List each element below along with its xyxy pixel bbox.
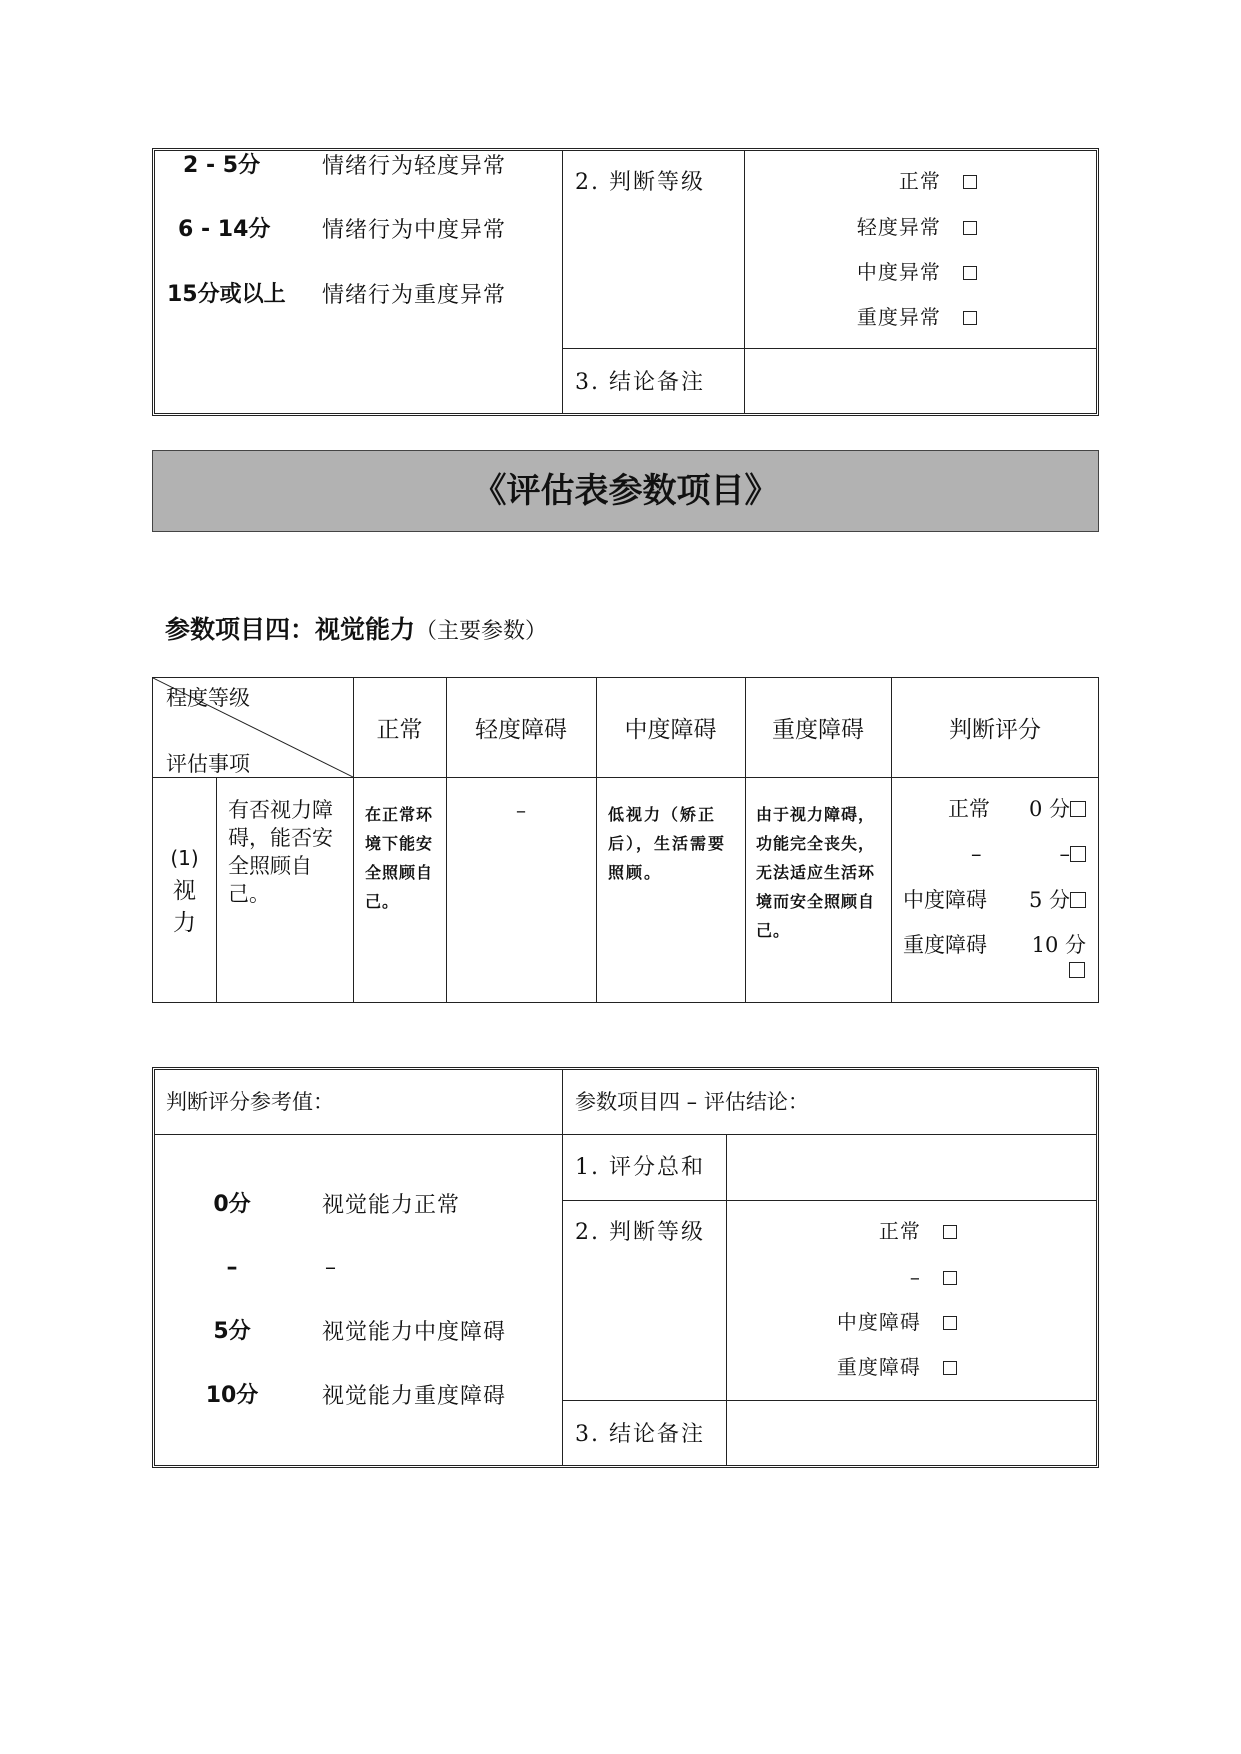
top-grade-option-normal[interactable]: 正常 — [899, 171, 977, 191]
top-score-1: 2 - 5分 — [183, 153, 261, 178]
ref-score-3: 10分 — [205, 1383, 259, 1408]
item-question: 有否视力障碍，能否安全照顾自己。 — [228, 798, 333, 906]
ref-desc-2: 视觉能力中度障碍 — [322, 1320, 507, 1345]
score-option-moderate[interactable]: 5 分 — [1029, 890, 1086, 911]
checkbox-icon[interactable] — [943, 1271, 957, 1285]
bottom-grade-label: 2. 判断等级 — [575, 1220, 705, 1245]
ref-score-1: – — [226, 1255, 238, 1280]
mild-description: – — [516, 798, 526, 822]
score-option-severe[interactable] — [1069, 962, 1085, 981]
checkbox-icon[interactable] — [963, 266, 977, 280]
header-score: 判断评分 — [949, 717, 1041, 743]
corner-top-label: 程度等级 — [166, 686, 250, 710]
checkbox-icon[interactable] — [963, 311, 977, 325]
top-grade-option-mild[interactable]: 轻度异常 — [857, 217, 977, 237]
bottom-grade-option-normal[interactable]: 正常 — [879, 1221, 957, 1241]
top-score-2: 6 - 14分 — [178, 217, 271, 242]
checkbox-icon[interactable] — [943, 1316, 957, 1330]
score-label-normal: 正常 — [948, 797, 990, 821]
header-severe: 重度障碍 — [772, 717, 864, 743]
checkbox-icon[interactable] — [1070, 846, 1086, 862]
ref-desc-0: 视觉能力正常 — [322, 1193, 461, 1218]
ref-desc-3: 视觉能力重度障碍 — [322, 1384, 507, 1409]
section-title — [165, 617, 547, 643]
bottom-grade-option-moderate[interactable]: 中度障碍 — [837, 1312, 957, 1332]
checkbox-icon[interactable] — [1069, 962, 1085, 978]
top-desc-2: 情绪行为中度异常 — [322, 218, 507, 243]
section-title-main: 参数项目四：视觉能力 — [165, 615, 416, 644]
section-title-sub: （主要参数） — [415, 619, 548, 644]
ref-desc-1: – — [325, 1255, 336, 1280]
header-moderate: 中度障碍 — [624, 717, 717, 743]
top-score-3: 15分或以上 — [167, 282, 286, 307]
score-option-mild[interactable]: – — [1060, 844, 1087, 865]
header-mild: 轻度障碍 — [475, 717, 567, 743]
checkbox-icon[interactable] — [943, 1361, 957, 1375]
score-value-severe: 10 分 — [1031, 933, 1086, 957]
bottom-grade-option-severe[interactable]: 重度障碍 — [837, 1357, 957, 1377]
item-name-2: 力 — [173, 910, 196, 936]
ref-score-2: 5分 — [213, 1319, 251, 1344]
bottom-remark-label: 3. 结论备注 — [575, 1422, 705, 1447]
score-option-normal[interactable]: 0 分 — [1029, 799, 1086, 820]
top-remark-label: 3. 结论备注 — [575, 370, 705, 395]
item-number: (1) — [170, 846, 199, 870]
top-grade-option-moderate[interactable]: 中度异常 — [857, 262, 977, 282]
severe-description: 由于视力障碍，功能完全丧失，无法适应生活环境而安全照顾自己。 — [756, 805, 876, 940]
ref-score-0: 0分 — [213, 1192, 251, 1217]
score-label-severe: 重度障碍 — [903, 933, 987, 957]
score-label-mild: – — [971, 842, 982, 866]
top-grade-label: 2. 判断等级 — [575, 170, 705, 195]
checkbox-icon[interactable] — [963, 221, 977, 235]
banner-title: 《评估表参数项目》 — [472, 471, 779, 511]
total-label: 1. 评分总和 — [575, 1155, 705, 1180]
item-name-1: 视 — [173, 878, 196, 904]
checkbox-icon[interactable] — [963, 175, 977, 189]
checkbox-icon[interactable] — [1070, 801, 1086, 817]
checkbox-icon[interactable] — [943, 1225, 957, 1239]
top-grade-option-severe[interactable]: 重度异常 — [857, 307, 977, 327]
top-desc-3: 情绪行为重度异常 — [322, 283, 507, 308]
conclusion-title: 参数项目四 – 评估结论： — [575, 1090, 809, 1114]
ref-title: 判断评分参考值： — [166, 1090, 334, 1114]
score-label-moderate: 中度障碍 — [903, 888, 987, 912]
header-normal: 正常 — [376, 717, 423, 743]
normal-description: 在正常环境下能安全照顾自己。 — [365, 805, 434, 911]
bottom-grade-option-mild[interactable]: – — [910, 1267, 957, 1287]
checkbox-icon[interactable] — [1070, 892, 1086, 908]
corner-bottom-label: 评估事项 — [166, 752, 250, 776]
top-desc-1: 情绪行为轻度异常 — [322, 154, 507, 179]
moderate-description: 低视力（矫正后），生活需要照顾。 — [608, 805, 727, 882]
